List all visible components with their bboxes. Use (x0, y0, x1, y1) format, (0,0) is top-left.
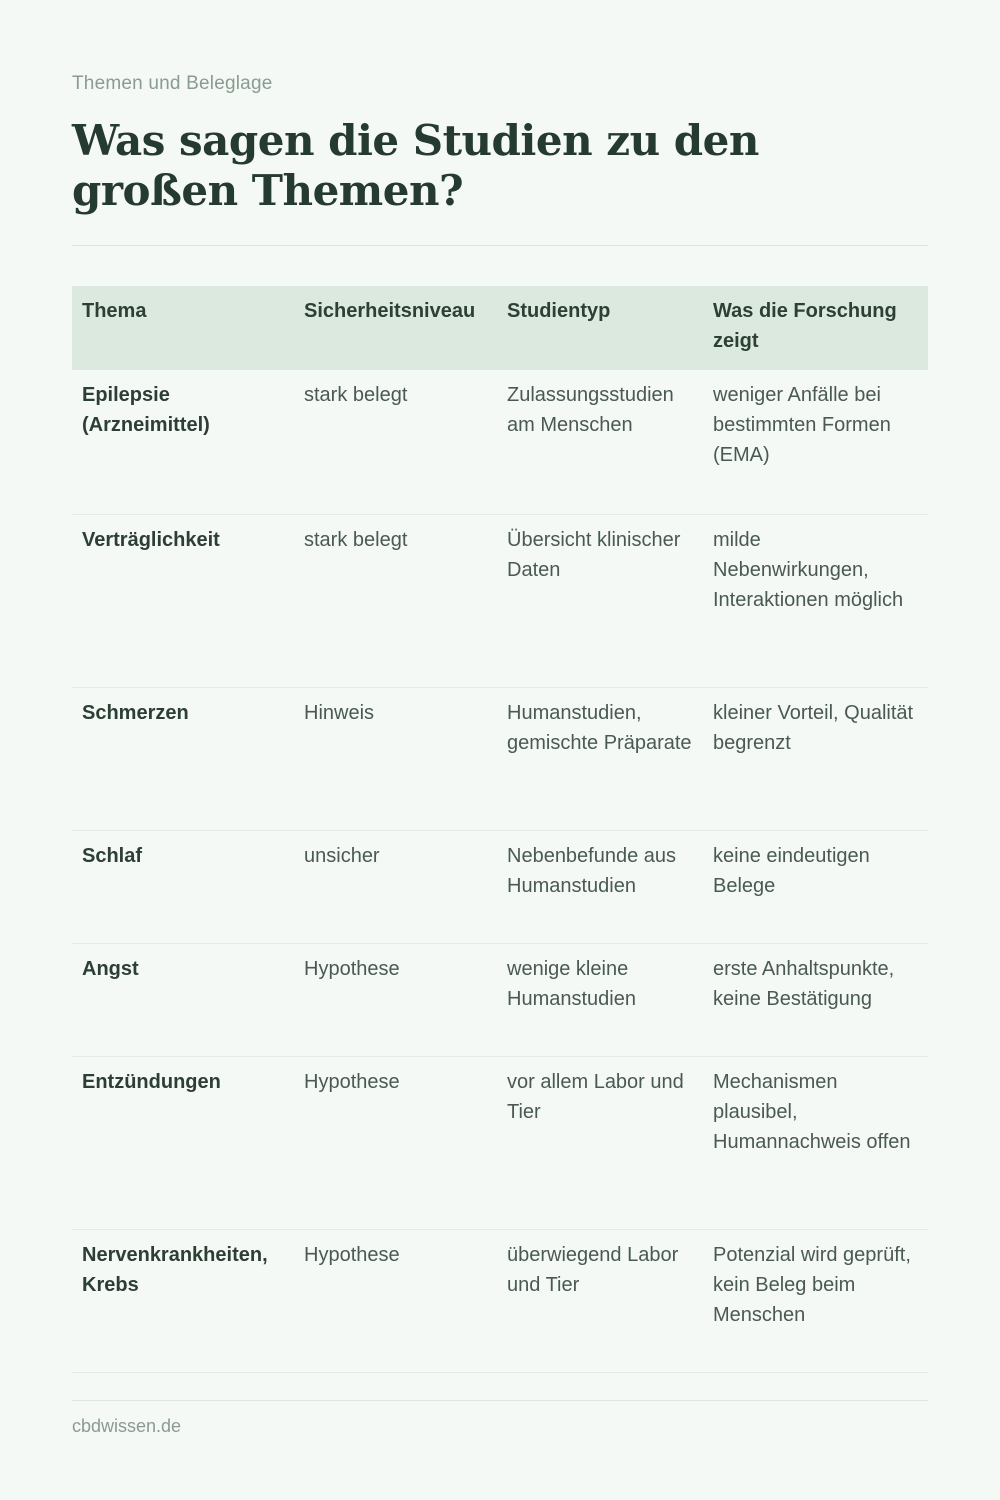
cell-forschung: erste Anhaltspunkte, keine Bestätigung (703, 943, 928, 1056)
cell-thema: Verträglichkeit (72, 514, 294, 687)
column-header-studientyp: Studientyp (497, 286, 703, 370)
cell-studientyp: Zulassungsstudien am Menschen (497, 370, 703, 514)
cell-sicherheitsniveau: Hypothese (294, 943, 497, 1056)
cell-thema: Schmerzen (72, 687, 294, 830)
table-row (72, 687, 928, 830)
cell-studientyp: Übersicht klinischer Daten (497, 514, 703, 687)
page-title: Was sagen die Studien zu den großen Themen? (72, 116, 759, 215)
cell-thema: Entzündungen (72, 1056, 294, 1229)
cell-forschung: Mechanismen plausibel, Humannachweis offen (703, 1056, 928, 1229)
kicker: Themen und Beleglage (72, 73, 273, 94)
column-header-sicherheitsniveau: Sicherheitsniveau (294, 286, 497, 370)
evidence-table (72, 286, 928, 1373)
page (72, 0, 928, 1500)
cell-thema: Epilepsie (Arzneimittel) (72, 370, 294, 514)
cell-forschung: Potenzial wird geprüft, kein Beleg beim Menschen (703, 1229, 928, 1372)
table-row (72, 1056, 928, 1229)
table-row (72, 370, 928, 514)
table-row (72, 1229, 928, 1372)
cell-studientyp: wenige kleine Humanstudien (497, 943, 703, 1056)
table-header-row (72, 286, 928, 370)
cell-studientyp: vor allem Labor und Tier (497, 1056, 703, 1229)
cell-sicherheitsniveau: stark belegt (294, 370, 497, 514)
cell-forschung: milde Nebenwirkungen, Interaktionen möglich (703, 514, 928, 687)
cell-sicherheitsniveau: stark belegt (294, 514, 497, 687)
cell-thema: Nervenkrankheiten, Krebs (72, 1229, 294, 1372)
footer-divider (72, 1400, 928, 1401)
cell-studientyp: überwiegend Labor und Tier (497, 1229, 703, 1372)
cell-thema: Angst (72, 943, 294, 1056)
cell-studientyp: Nebenbefunde aus Humanstudien (497, 830, 703, 943)
table-row (72, 943, 928, 1056)
cell-forschung: kleiner Vorteil, Qualität begrenzt (703, 687, 928, 830)
cell-thema: Schlaf (72, 830, 294, 943)
cell-sicherheitsniveau: unsicher (294, 830, 497, 943)
cell-studientyp: Humanstudien, gemischte Präparate (497, 687, 703, 830)
cell-sicherheitsniveau: Hypothese (294, 1229, 497, 1372)
table-row (72, 514, 928, 687)
column-header-forschung: Was die Forschung zeigt (703, 286, 928, 370)
column-header-thema: Thema (72, 286, 294, 370)
cell-sicherheitsniveau: Hypothese (294, 1056, 497, 1229)
cell-forschung: weniger Anfälle bei bestimmten Formen (EMA) (703, 370, 928, 514)
footer-source: cbdwissen.de (72, 1416, 182, 1436)
divider (72, 245, 928, 246)
cell-sicherheitsniveau: Hinweis (294, 687, 497, 830)
cell-forschung: keine eindeutigen Belege (703, 830, 928, 943)
table-row (72, 830, 928, 943)
